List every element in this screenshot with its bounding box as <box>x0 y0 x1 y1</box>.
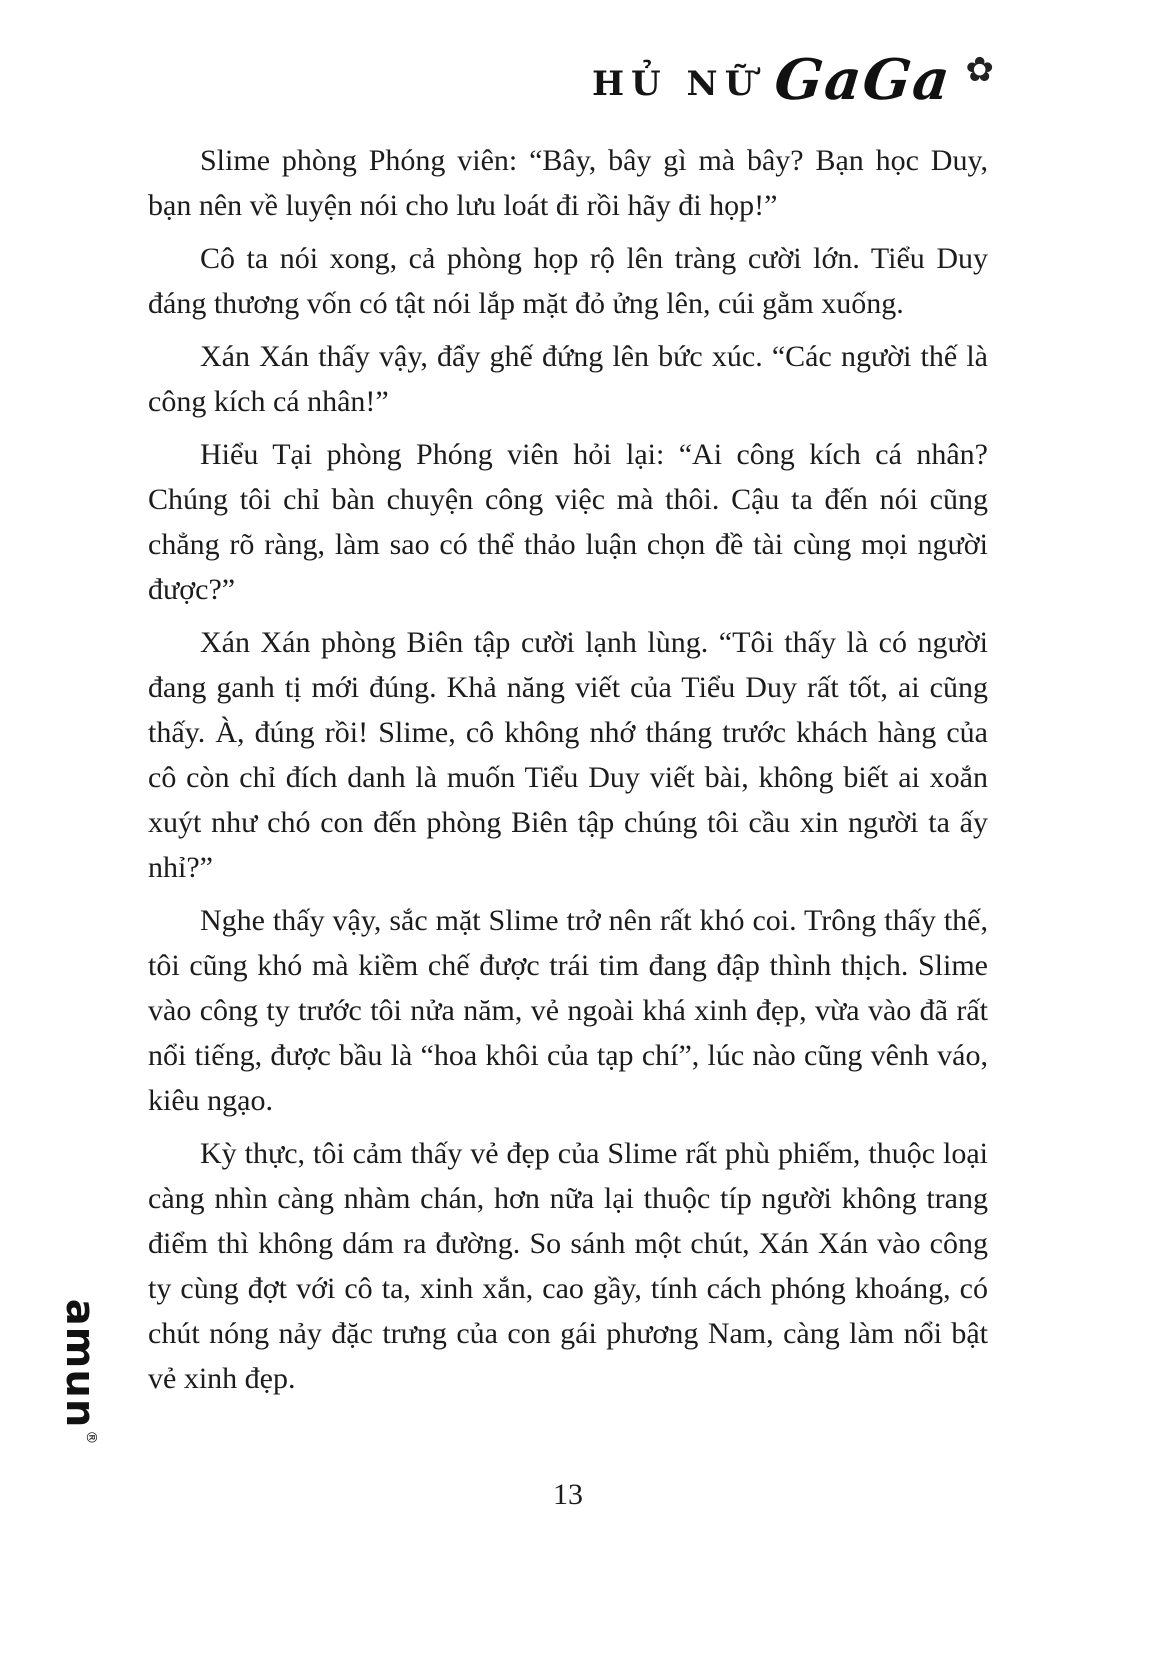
page-header <box>591 47 994 113</box>
paragraph: Xán Xán thấy vậy, đẩy ghế đứng lên bức xúc. “Các người thế là công kích cá nhân!” <box>148 340 988 418</box>
paragraph: Nghe thấy vậy, sắc mặt Slime trở nên rất khó coi. Trông thấy thế, tôi cũng khó mà kiềm chế được trái tim đang đập thình thịch. Slime vào công ty trước tôi nửa năm, vẻ ngoài khá xinh đẹp, vừa vào đã rất nổi tiếng, được bầu là “hoa khôi của tạp chí”, lúc nào cũng vênh váo, kiêu ngạo. <box>148 904 988 1117</box>
series-title: HỦ NỮ <box>591 64 762 104</box>
rose-icon: ✿ <box>965 50 994 90</box>
page-number: 13 <box>553 1478 583 1511</box>
paragraph: Kỳ thực, tôi cảm thấy vẻ đẹp của Slime rất phù phiếm, thuộc loại càng nhìn càng nhàm chán, hơn nữa lại thuộc típ người không trang điểm thì không dám ra đường. So sánh một chút, Xán Xán vào công ty cùng đợt với cô ta, xinh xắn, cao gầy, tính cách phóng khoáng, có chút nóng nảy đặc trưng của con gái phương Nam, càng làm nổi bật vẻ xinh đẹp. <box>148 1137 988 1395</box>
body-text <box>148 138 988 1409</box>
registered-trademark-icon: ® <box>83 1430 99 1446</box>
series-logo: GaGa <box>771 47 955 113</box>
publisher-logo <box>57 1298 103 1446</box>
publisher-logo-text: amun <box>57 1298 103 1429</box>
paragraph: Hiểu Tại phòng Phóng viên hỏi lại: “Ai công kích cá nhân? Chúng tôi chỉ bàn chuyện công việc mà thôi. Cậu ta đến nói cũng chẳng rõ ràng, làm sao có thể thảo luận chọn đề tài cùng mọi người được?” <box>148 438 988 606</box>
paragraph: Cô ta nói xong, cả phòng họp rộ lên tràng cười lớn. Tiểu Duy đáng thương vốn có tật nói lắp mặt đỏ ửng lên, cúi gằm xuống. <box>148 242 988 320</box>
paragraph: Slime phòng Phóng viên: “Bây, bây gì mà bây? Bạn học Duy, bạn nên về luyện nói cho lưu loát đi rồi hãy đi họp!” <box>148 144 988 222</box>
paragraph: Xán Xán phòng Biên tập cười lạnh lùng. “Tôi thấy là có người đang ganh tị mới đúng. Khả năng viết của Tiểu Duy rất tốt, ai cũng thấy. À, đúng rồi! Slime, cô không nhớ tháng trước khách hàng của cô còn chỉ đích danh là muốn Tiểu Duy viết bài, không biết ai xoắn xuýt như chó con đến phòng Biên tập chúng tôi cầu xin người ta ấy nhỉ?” <box>148 626 988 884</box>
